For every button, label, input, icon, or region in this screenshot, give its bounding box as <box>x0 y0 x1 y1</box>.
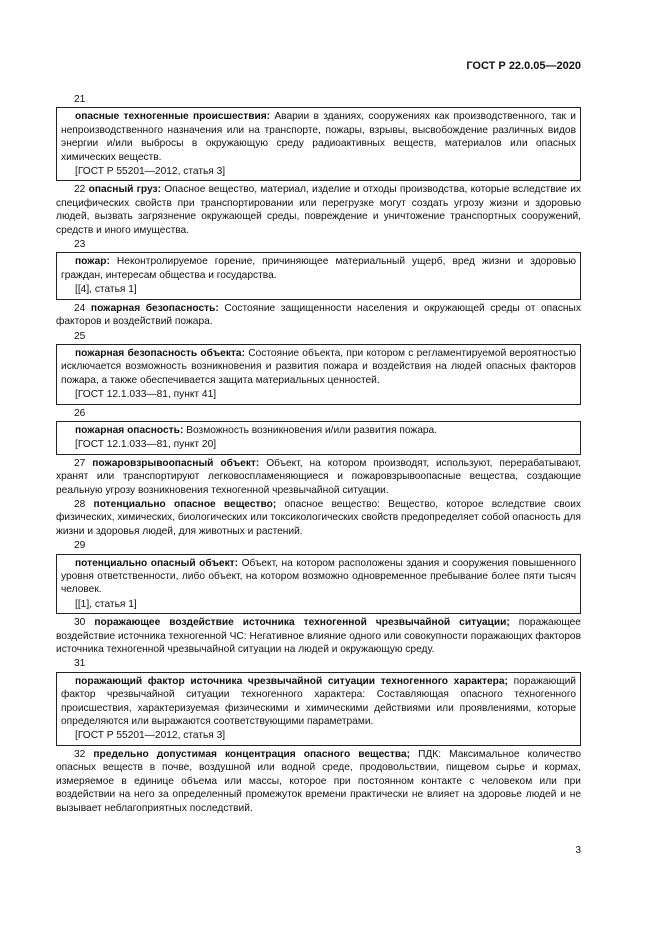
standard-code: ГОСТ Р 22.0.05—2020 <box>466 60 581 72</box>
entry-number: 22 <box>74 184 86 196</box>
definition-text <box>56 748 581 815</box>
definition-text <box>56 302 581 329</box>
term: предельно допустимая концентрация опасного вещества; <box>93 748 411 760</box>
definition: Неконтролируемое горение, причиняющее материальный ущерб, вред жизни и здоровью граждан, интересам общества и государства. <box>61 256 576 281</box>
definition-text <box>61 347 576 387</box>
entry-number: 32 <box>74 748 86 760</box>
term: пожарная безопасность объекта: <box>75 347 245 359</box>
definition: Опасное вещество, материал, изделие и отходы производства, которые вследствие их специфических свойств при транспортировании или перегрузке могут создать угрозу жизни и здоровью людей, вызвать загрязнение окружающей среды, повреждение и уничтожение транспортных сооружений, средств и иного имущества. <box>56 184 581 236</box>
definition: Состояние объекта, при котором с регламентируемой вероятностью исключается возможность возникновения и развития пожара и воздействия на людей опасных факторов пожара, а также обеспечивается защита материальных ценностей. <box>61 347 576 386</box>
definition-text <box>56 616 581 656</box>
definition: опасное вещество: Вещество, которое вследствие своих физических, химических, биологических или токсикологических свойств предопределяет собой опасность для жизни и здоровья людей, для животных и растений. <box>56 498 581 537</box>
definition-text <box>56 498 581 538</box>
term: пожарная опасность: <box>75 424 184 436</box>
quoted-definition-box <box>56 107 581 181</box>
term: опасный груз: <box>88 184 161 196</box>
source-reference: [ГОСТ Р 55201—2012, статья 3] <box>75 166 226 178</box>
entry-number: 21 <box>74 94 86 105</box>
source-reference: [ГОСТ 12.1.033—81, пункт 20] <box>75 439 217 451</box>
term: пожар: <box>75 256 110 268</box>
term: пожарная безопасность: <box>90 302 219 314</box>
definition: Объект, на котором расположены здания и сооружения повышенного уровня ответственности, либо объект, на котором возможно одновременное пребывание более пяти тысяч человек. <box>61 557 577 596</box>
definition-text <box>61 557 576 597</box>
definition: ПДК: Максимальное количество опасных веществ в почве, воздушной или водной среде, продовольствии, пищевом сырье и кормах, измеряемое в единице объема или массы, которое при постоянном контакте с человеком или при воздействии на него за определенный промежуток времени практически не влияет на здоровье людей и не вызывает неблагоприятных последствий. <box>56 748 581 814</box>
quoted-definition-box <box>56 344 581 405</box>
definition: поражающий фактор чрезвычайной ситуации техногенного характера: Составляющая опасного техногенного происшествия, характеризуемая физическими и химическими действиями или проявлениями, которые определяются или выражаются соответствующими параметрами. <box>61 675 576 728</box>
entry-number: 28 <box>74 498 86 510</box>
source-reference: [[1], статья 1] <box>75 598 137 610</box>
source-reference: [[4], статья 1] <box>75 284 137 296</box>
entry-number: 25 <box>74 330 86 342</box>
quoted-definition-box <box>56 252 581 299</box>
definition-text <box>61 255 576 282</box>
quoted-definition-box <box>56 554 581 615</box>
entry-number: 29 <box>74 540 86 552</box>
entry-number: 27 <box>74 457 86 469</box>
definition-text <box>56 457 581 497</box>
term: потенциально опасное вещество; <box>93 498 277 510</box>
page-number: 3 <box>575 845 581 856</box>
entry-number: 23 <box>74 239 86 251</box>
definition-text <box>61 424 576 437</box>
term: пожаровзрывоопасный объект: <box>92 457 260 469</box>
entry-number: 31 <box>74 658 86 670</box>
entry-number: 24 <box>74 302 86 314</box>
definition: Возможность возникновения и/или развития пожара. <box>183 424 438 436</box>
definition-text <box>61 110 576 164</box>
document-body <box>56 93 581 816</box>
source-reference: [ГОСТ Р 55201—2012, статья 3] <box>75 730 226 742</box>
term: поражающее воздействие источника техногенной чрезвычайной ситуации; <box>94 617 510 629</box>
definition: Аварии в зданиях, сооружениях как производственного, так и непроизводственного назначения или на транспорте, пожары, взрывы, высвобождение различных видов энергии и/или выбросы в окружающую среду радиоактивных веществ, материалов или опасных химических веществ. <box>61 111 576 163</box>
definition-text <box>56 183 581 237</box>
source-reference: [ГОСТ 12.1.033—81, пункт 41] <box>75 389 217 401</box>
term: потенциально опасный объект: <box>75 557 239 569</box>
definition-text <box>61 675 576 729</box>
entry-number: 30 <box>74 617 86 629</box>
quoted-definition-box <box>56 672 581 746</box>
entry-number: 26 <box>74 407 86 419</box>
term: опасные техногенные происшествия: <box>75 111 271 123</box>
term: поражающий фактор источника чрезвычайной ситуации техногенного характера; <box>75 675 508 687</box>
definition: Состояние защищенности населения и окружающей среды от опасных факторов и воздействий пожара. <box>56 302 581 328</box>
definition: Объект, на котором производят, используют, перерабатывают, хранят или транспортируют легковоспламеняющиеся и пожаровзрывоопасные вещества, создающие реальную угрозу возникновения техногенной чрезвычайной ситуации. <box>56 457 581 496</box>
definition: поражающее воздействие источника техногенной ЧС: Негативное влияние одного или совокупности поражающих факторов источника техногенной чрезвычайной ситуации на людей и окружающую среду. <box>56 617 581 656</box>
quoted-definition-box <box>56 421 581 455</box>
